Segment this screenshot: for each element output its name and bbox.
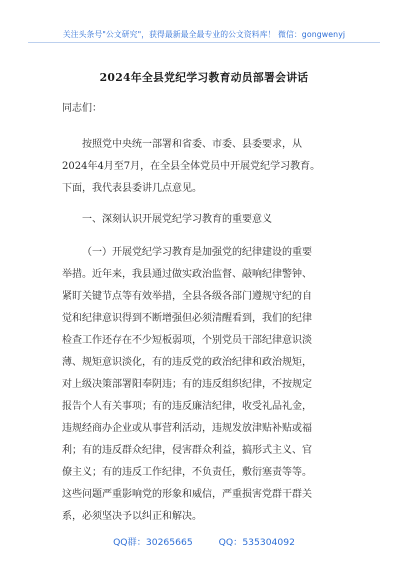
- paragraph-line: （一）开展党纪学习教育是加强党的纪律建设的重要: [82, 247, 312, 258]
- paragraph-line: 僚主义；有的违反工作纪律，不负责任，敷衍塞责等等。: [62, 467, 312, 478]
- paragraph-line: 系，必须坚决予以纠正和解决。: [62, 511, 202, 522]
- section-heading: 一、深刻认识开展党纪学习教育的重要意义: [82, 214, 272, 225]
- paragraph-line: 利；有的违反群众纪律，侵害群众利益，搞形式主义、官: [62, 445, 312, 456]
- intro-paragraph: [62, 134, 352, 200]
- salutation: 同志们：: [62, 103, 102, 114]
- header-divider: [28, 42, 380, 43]
- paragraph-line: 举措。近年来，我县通过做实政治监督、敲响纪律警钟、: [62, 269, 312, 280]
- footer-qq[interactable]: QQ：535304092: [218, 537, 295, 548]
- footer-contact: [0, 534, 408, 548]
- paragraph-line: 对上级决策部署阳奉阴违；有的违反组织纪律，不按规定: [62, 379, 312, 390]
- document-title: 2024年全县党纪学习教育动员部署会讲话: [99, 71, 309, 84]
- paragraph-line: 下面，我代表县委讲几点意见。: [62, 183, 202, 194]
- paragraph-line: 按照党中央统一部署和省委、市委、县委要求，从: [82, 139, 302, 150]
- paragraph-line: 检查工作还存在不少短板弱项，个别党员干部纪律意识淡: [62, 335, 312, 346]
- paragraph-line: 这些问题严重影响党的形象和威信，严重损害党群干群关: [62, 489, 312, 500]
- paragraph-line: 2024年4月至7月，在全县全体党员中开展党纪学习教育。: [62, 161, 321, 172]
- paragraph-line: 紧盯关键节点等有效举措，全县各级各部门遵规守纪的自: [62, 291, 312, 302]
- body-paragraph: [62, 242, 352, 528]
- paragraph-line: 报告个人有关事项；有的违反廉洁纪律，收受礼品礼金，: [62, 401, 312, 412]
- paragraph-line: 觉和纪律意识得到不断增强但必须清醒看到，我们的纪律: [62, 313, 312, 324]
- paragraph-line: 薄、规矩意识淡化，有的违反党的政治纪律和政治规矩，: [62, 357, 312, 368]
- header-banner[interactable]: 关注头条号"公文研究"，获得最新最全最专业的公文资料库！ 微信：gongwenyj: [62, 30, 346, 39]
- paragraph-line: 违规经商办企业或从事营利活动，违规发放津贴补贴或福: [62, 423, 312, 434]
- footer-qq-group[interactable]: QQ群：30265665: [113, 537, 193, 548]
